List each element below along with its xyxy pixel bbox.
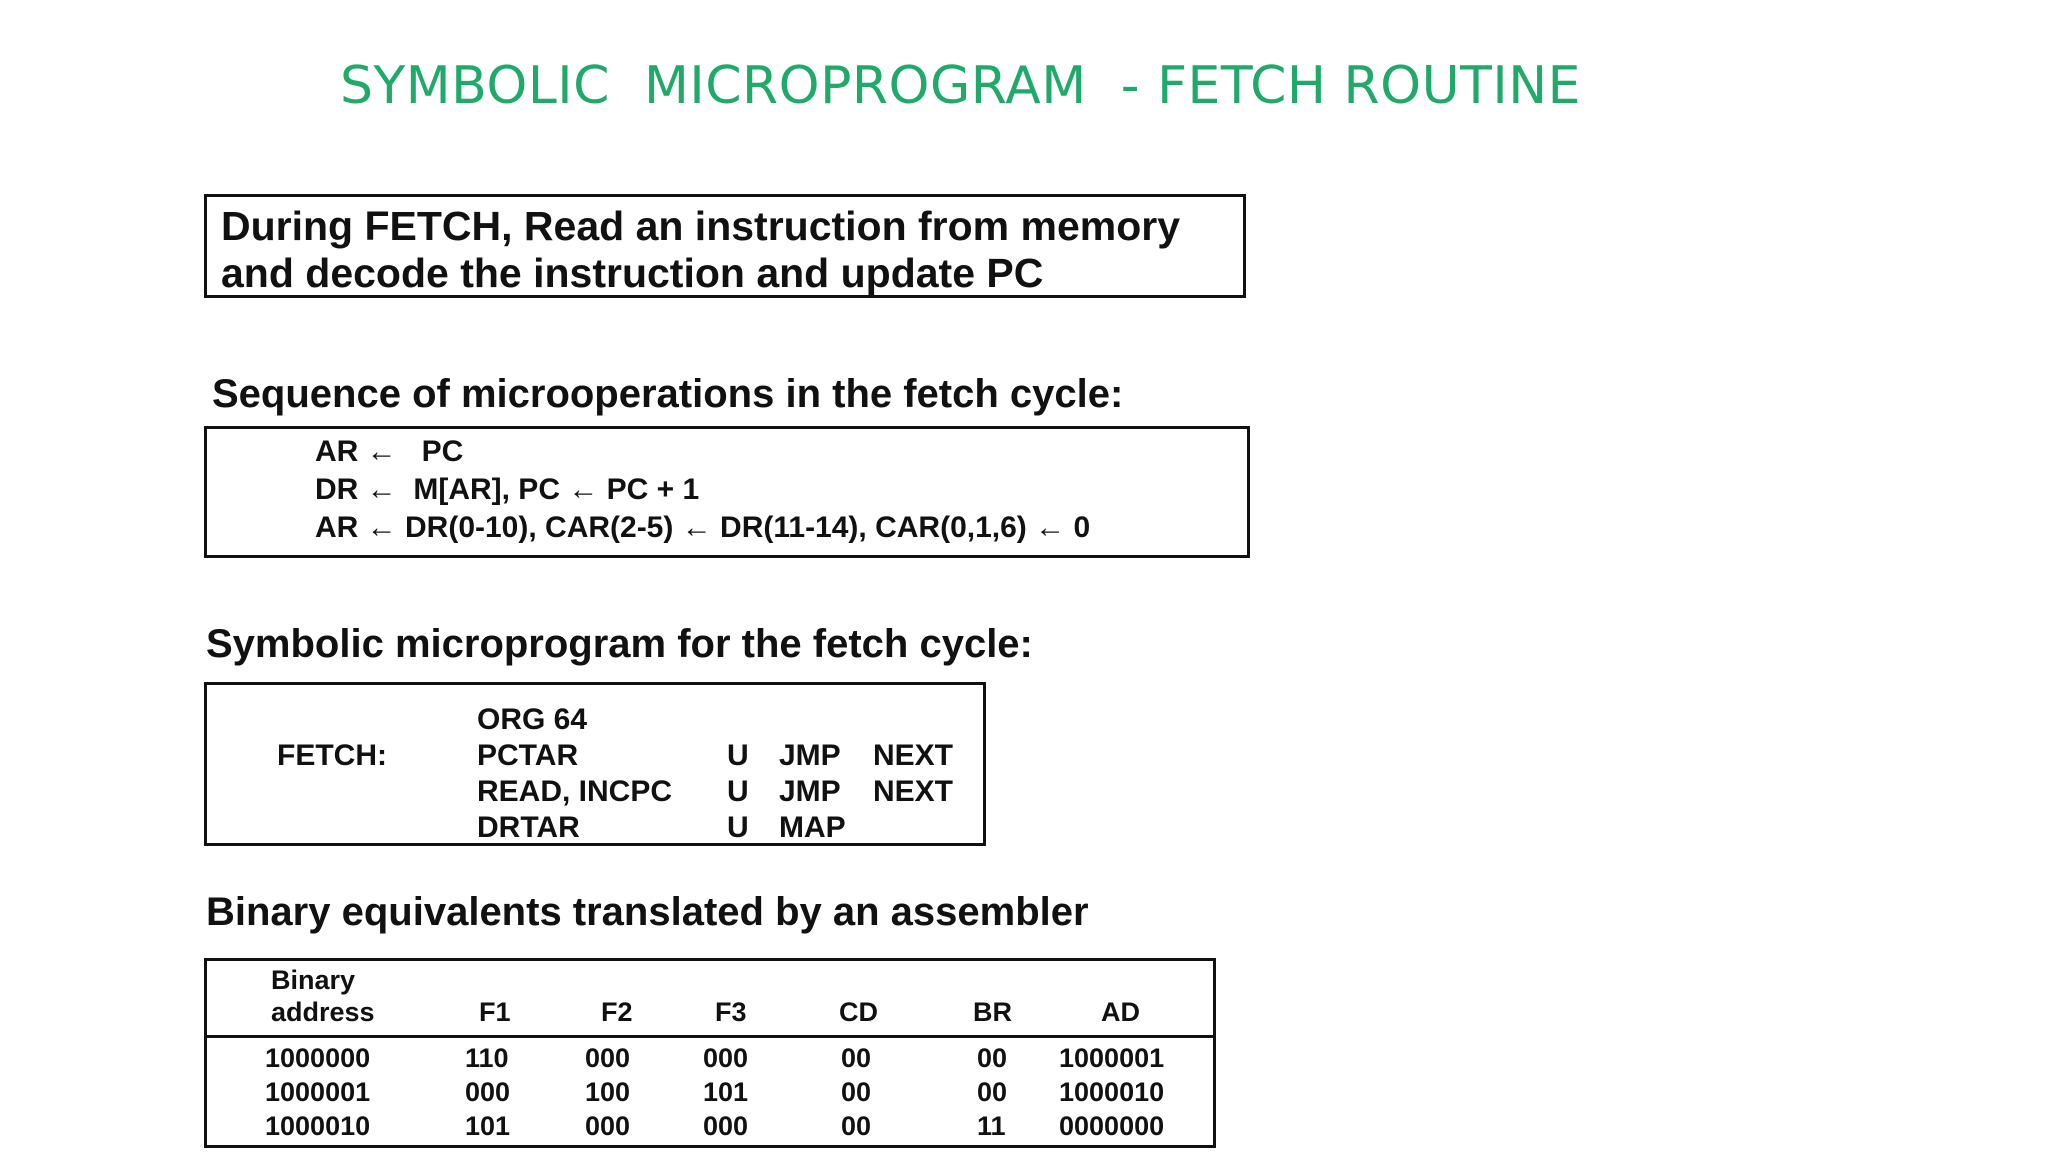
sequence-line-3: AR ← DR(0-10), CAR(2-5) ← DR(11-14), CAR(0,1,6) ← 0 — [315, 511, 1091, 544]
cell-br: 11 — [977, 1111, 1006, 1141]
cell-cd: 00 — [841, 1111, 872, 1141]
cell-ad: 1000010 — [1059, 1077, 1165, 1107]
sequence-box — [204, 426, 1250, 558]
cell-ad: 1000001 — [1059, 1043, 1165, 1073]
cell-f2: 100 — [585, 1077, 631, 1107]
binary-table — [204, 958, 1216, 1148]
header-ad: AD — [1101, 997, 1140, 1027]
cell-f3: 101 — [703, 1077, 749, 1107]
symbolic-cd: U — [727, 739, 749, 772]
cell-cd: 00 — [841, 1077, 872, 1107]
symbolic-op: DRTAR — [477, 811, 580, 844]
slide-title: SYMBOLIC MICROPROGRAM - FETCH ROUTINE — [340, 56, 1581, 116]
cell-cd: 00 — [841, 1043, 872, 1073]
cell-f1: 101 — [465, 1111, 511, 1141]
cell-ad: 0000000 — [1059, 1111, 1165, 1141]
org-directive: ORG 64 — [477, 703, 588, 736]
sequence-line-2: DR ← M[AR], PC ← PC + 1 — [315, 473, 700, 506]
header-address-line2: address — [271, 997, 375, 1027]
cell-address: 1000000 — [265, 1043, 371, 1073]
symbolic-br: MAP — [779, 811, 846, 844]
cell-f3: 000 — [703, 1043, 749, 1073]
symbolic-op: PCTAR — [477, 739, 579, 772]
cell-br: 00 — [977, 1077, 1008, 1107]
intro-line-2: and decode the instruction and update PC — [221, 250, 1044, 296]
header-address-line1: Binary — [271, 965, 356, 995]
symbolic-br: JMP — [779, 775, 841, 808]
intro-box — [204, 194, 1246, 298]
symbolic-ad: NEXT — [873, 775, 954, 808]
sequence-heading: Sequence of microoperations in the fetch cycle: — [212, 372, 1124, 416]
cell-address: 1000010 — [265, 1111, 371, 1141]
symbolic-op: READ, INCPC — [477, 775, 673, 808]
cell-br: 00 — [977, 1043, 1008, 1073]
header-f1: F1 — [479, 997, 511, 1027]
header-f3: F3 — [715, 997, 747, 1027]
symbolic-ad: NEXT — [873, 739, 954, 772]
cell-f3: 000 — [703, 1111, 749, 1141]
cell-f1: 110 — [465, 1043, 509, 1073]
symbolic-heading: Symbolic microprogram for the fetch cycle: — [206, 622, 1033, 666]
header-cd: CD — [839, 997, 878, 1027]
sequence-line-1: AR ← PC — [315, 435, 464, 468]
symbolic-box — [204, 682, 986, 846]
symbolic-cd: U — [727, 811, 749, 844]
fetch-label: FETCH: — [277, 739, 387, 772]
cell-address: 1000001 — [265, 1077, 371, 1107]
header-br: BR — [973, 997, 1012, 1027]
cell-f2: 000 — [585, 1043, 631, 1073]
cell-f2: 000 — [585, 1111, 631, 1141]
symbolic-br: JMP — [779, 739, 841, 772]
header-f2: F2 — [601, 997, 633, 1027]
header-divider — [207, 1035, 1213, 1038]
intro-line-1: During FETCH, Read an instruction from memory — [221, 203, 1181, 249]
binary-heading: Binary equivalents translated by an assembler — [206, 890, 1089, 934]
cell-f1: 000 — [465, 1077, 511, 1107]
symbolic-cd: U — [727, 775, 749, 808]
